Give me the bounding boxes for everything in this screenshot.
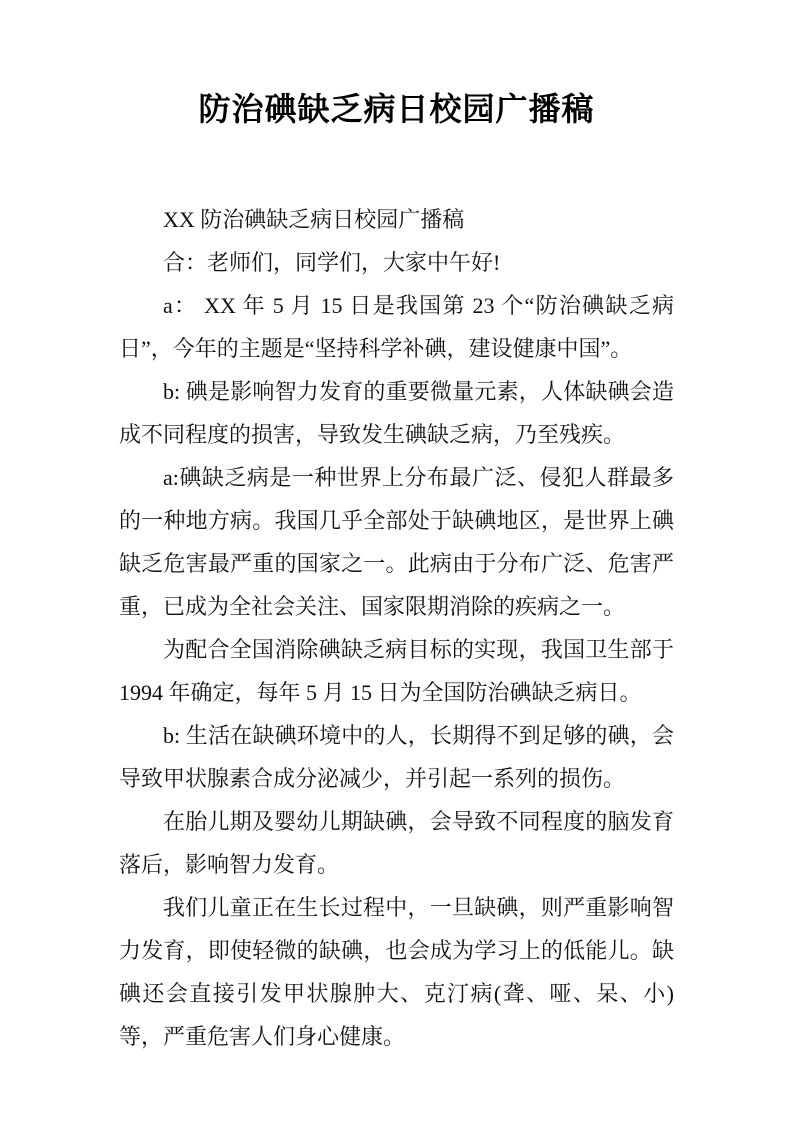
paragraph-national-day: 为配合全国消除碘缺乏病目标的实现，我国卫生部于 1994 年确定，每年 5 月 15 日为全国防治碘缺乏病日。: [119, 637, 674, 705]
paragraph-disease-distribution: a:碘缺乏病是一种世界上分布最广泛、侵犯人群最多的一种地方病。我国几乎全部处于缺碘地区，是世界上碘缺乏危害最严重的国家之一。此病由于分布广泛、危害严重，已成为全社会关注、国家限期消除的疾病之一。: [119, 465, 674, 619]
paragraph-iodine-importance: b: 碘是影响智力发育的重要微量元素，人体缺碘会造成不同程度的损害，导致发生碘缺乏病，乃至残疾。: [119, 379, 674, 447]
paragraph-greeting: 合：老师们，同学们，大家中午好!: [163, 250, 501, 275]
paragraph-subtitle: XX 防治碘缺乏病日校园广播稿: [163, 207, 465, 232]
document-body: [119, 198, 674, 1058]
paragraph-children-harm: 我们儿童正在生长过程中，一旦缺碘，则严重影响智力发育，即使轻微的缺碘，也会成为学习上的低能儿。缺碘还会直接引发甲状腺肿大、克汀病(聋、哑、呆、小)等，严重危害人们身心健康。: [119, 895, 674, 1049]
paragraph-thyroid-harm: b: 生活在缺碘环境中的人，长期得不到足够的碘，会导致甲状腺素合成分泌减少，并引起一系列的损伤。: [119, 723, 674, 791]
document-title: 防治碘缺乏病日校园广播稿: [198, 91, 595, 127]
paragraph-theme: a： XX 年 5 月 15 日是我国第 23 个“防治碘缺乏病日”，今年的主题是“坚持科学补碘，建设健康中国”。: [119, 293, 674, 361]
paragraph-infant-harm: 在胎儿期及婴幼儿期缺碘，会导致不同程度的脑发育落后，影响智力发育。: [119, 809, 674, 877]
